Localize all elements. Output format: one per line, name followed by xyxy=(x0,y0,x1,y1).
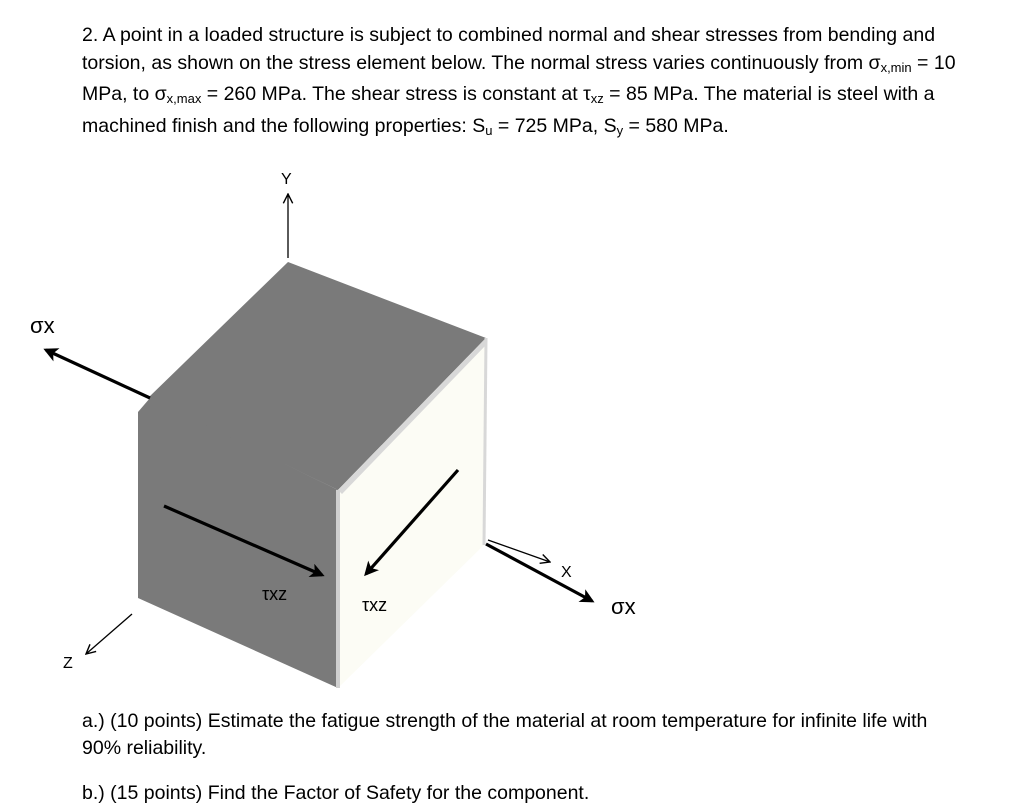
tau-xz-side-label: τxz xyxy=(362,595,388,615)
problem-text-6: = 580 MPa. xyxy=(623,114,729,137)
sub-y: y xyxy=(616,122,624,138)
tau-symbol: τ xyxy=(583,83,591,105)
sigma-symbol: σ xyxy=(868,51,881,74)
sub-x-max: x,max xyxy=(166,91,202,106)
sigma-x-left-label: σx xyxy=(30,313,55,338)
x-axis-label: X xyxy=(561,564,572,581)
sub-xz: xz xyxy=(590,91,604,106)
y-axis-label: Y xyxy=(281,171,292,188)
problem-text-3: = 260 MPa. The shear stress is constant at xyxy=(201,83,584,105)
sub-u: u xyxy=(485,122,493,138)
problem-text-5: = 725 MPa, S xyxy=(492,114,617,137)
sub-x-min: x,min xyxy=(880,59,912,75)
sigma-symbol: σ xyxy=(154,83,167,105)
problem-number: 2. xyxy=(82,24,99,46)
problem-text-1: A point in a loaded structure is subject to combined normal and shear stresses from bending and torsion, as shown on the stress element below. The normal stress varies continuously from xyxy=(82,24,936,74)
sigma-x-right-arrow xyxy=(486,544,592,601)
stress-cube xyxy=(138,262,486,688)
z-axis-label: Z xyxy=(63,655,73,672)
z-axis-arrow xyxy=(86,614,132,654)
question-a: a.) (10 points) Estimate the fatigue strength of the material at room temperature for infinite life with 90% reliability. xyxy=(82,710,928,759)
tau-xz-front-label: τxz xyxy=(262,584,288,604)
sigma-x-right-label: σx xyxy=(611,594,636,619)
cube-back-edge xyxy=(484,338,486,545)
problem-text-4: = 85 MPa. The material is steel with a machined finish and the following properties: S xyxy=(82,83,935,137)
sigma-x-left-arrow xyxy=(46,350,150,398)
question-b: b.) (15 points) Find the Factor of Safety for the component. xyxy=(82,782,590,804)
problem-text-2: = 10 MPa, to xyxy=(82,51,956,105)
